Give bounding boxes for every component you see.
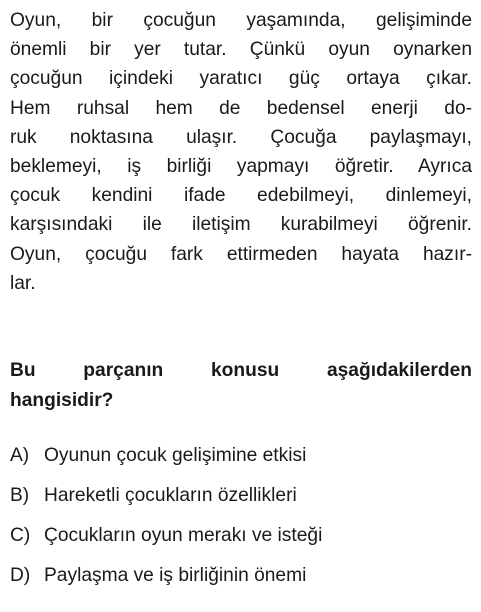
passage-line: çocuğun içindeki yaratıcı güç ortaya çıkar. bbox=[10, 68, 472, 90]
passage-line: Hem ruhsal hem de bedensel enerji do- bbox=[10, 97, 472, 119]
passage-line: ruk noktasına ulaşır. Çocuğa paylaşmayı, bbox=[10, 126, 472, 148]
option-c[interactable] bbox=[10, 516, 472, 556]
option-text: Hareketli çocukların özellikleri bbox=[44, 485, 297, 506]
option-d[interactable] bbox=[10, 556, 472, 596]
option-letter: D) bbox=[10, 565, 31, 586]
option-letter: B) bbox=[10, 485, 30, 506]
passage-line: Oyun, bir çocuğun yaşamında, gelişiminde bbox=[10, 10, 472, 31]
passage-line: karşısındaki ile iletişim kurabilmeyi öğrenir. bbox=[10, 214, 472, 236]
option-b[interactable] bbox=[10, 476, 472, 516]
question-line: hangisidir? bbox=[10, 390, 114, 411]
option-letter: C) bbox=[10, 525, 31, 546]
question-stem bbox=[10, 356, 472, 416]
option-text: Paylaşma ve iş birliğinin önemi bbox=[44, 565, 307, 586]
question-line: Bu parçanın konusu aşağıdakilerden bbox=[10, 360, 472, 381]
option-a[interactable] bbox=[10, 436, 472, 476]
passage-line: önemli bir yer tutar. Çünkü oyun oynarken bbox=[10, 39, 472, 61]
option-letter: A) bbox=[10, 445, 30, 466]
passage-line: Oyun, çocuğu fark ettirmeden hayata hazır- bbox=[10, 243, 472, 265]
reading-passage bbox=[10, 6, 472, 298]
answer-options bbox=[10, 436, 472, 596]
passage-line: beklemeyi, iş birliği yapmayı öğretir. Ayrıca bbox=[10, 155, 472, 177]
passage-line: lar. bbox=[10, 272, 36, 294]
option-text: Oyunun çocuk gelişimine etkisi bbox=[44, 445, 307, 466]
option-text: Çocukların oyun merakı ve isteği bbox=[44, 525, 323, 546]
passage-line: çocuk kendini ifade edebilmeyi, dinlemeyi, bbox=[10, 185, 472, 207]
